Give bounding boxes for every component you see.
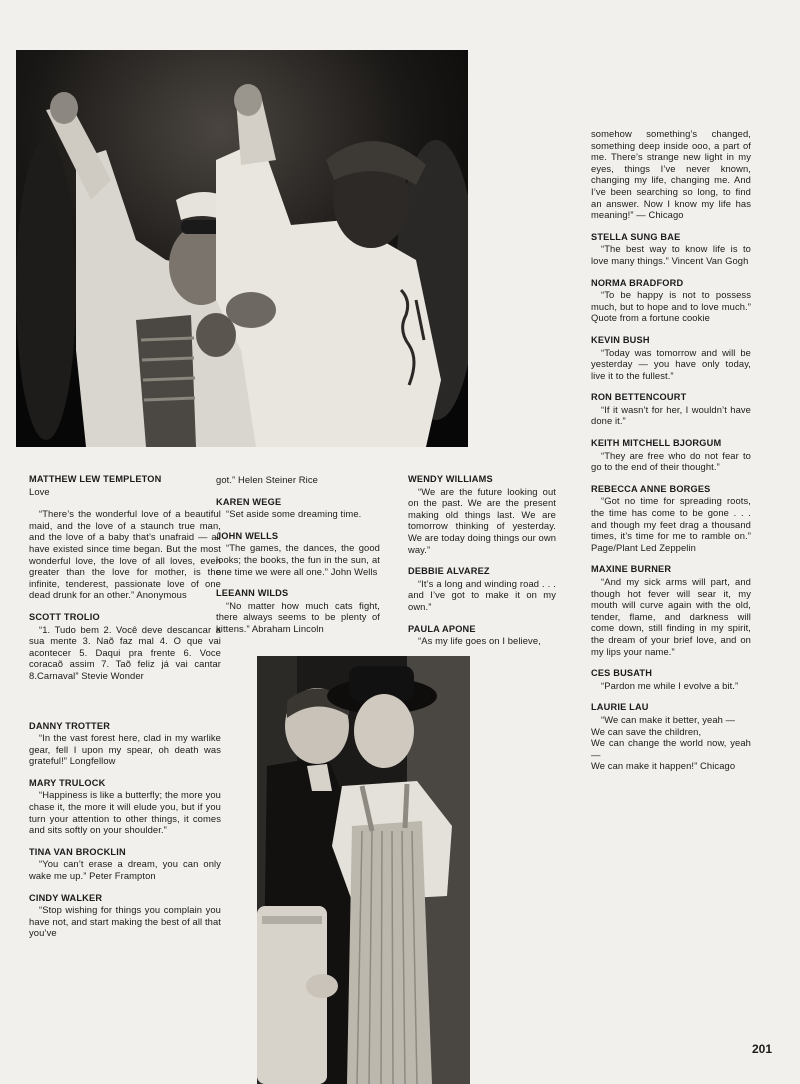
entry-matthew-lew-templeton [29,474,221,601]
entry-name: RON BETTENCOURT [591,392,687,403]
entry-danny-trotter [29,721,221,767]
entry-tina-van-brocklin [29,847,221,882]
entry-rebecca-anne-borges [591,484,751,554]
entry-quote: “In the vast forest here, clad in my warlike gear, fell I upon my spear, oh death was grateful!” Longfellow [29,732,221,767]
entry-quote: “Pardon me while I evolve a bit.” [601,679,739,691]
text-column-4 [591,128,751,783]
entry-quote: “The best way to know life is to love many things.” Vincent Van Gogh [591,243,751,266]
entry-quote: “Set aside some dreaming time. [226,508,362,520]
entry-quote: “If it wasn’t for her, I wouldn’t have done it.” [591,403,751,427]
entry-name: MARY TRULOCK [29,777,106,788]
entry-name: SCOTT TROLIO [29,611,100,622]
entry-quote: “The games, the dances, the good looks; the books, the fun in the sun, at one time we were all one.” John Wells [216,542,380,577]
entry-name: KEVIN BUSH [591,334,650,345]
entry-karen-wege [216,497,380,520]
entry-quote: “Happiness is like a butterfly; the more you chase it, the more it will elude you, but if you turn your attention to other things, it comes and sits softly on your shoulder.” [29,789,221,836]
entry-ron-bettencourt [591,392,751,427]
entry-debbie-alvarez [408,566,556,612]
entry-paula-apone [408,624,556,647]
entry-quote: “To be happy is not to possess much, but to hope and to love much.” Quote from a fortune cookie [591,289,751,324]
entry-mary-trulock [29,778,221,836]
entry-quote: “They are free who do not fear to go to the end of their thought.” [591,449,751,473]
entry-name: JOHN WELLS [216,530,279,541]
entry-subtitle: Love [29,485,50,497]
entry-quote: “And my sick arms will part, and though hot fever will sear it, my mouth will curve again with the old, tender, flame, and darkness will come down, still finding in my spirit, the dream of your brief love, and on my lips your name.” [591,576,751,657]
entry-name: STELLA SUNG BAE [591,231,681,242]
entry-cindy-walker [29,893,221,939]
entry-maxine-burner [591,564,751,657]
entry-laurie-lau [591,702,751,772]
entry-quote: “We are the future looking out on the past. We are the present making old things last. We are tomorrow thinking of yesterday. We are today doing things our own way.” [408,485,557,555]
entry-name: MAXINE BURNER [591,564,672,575]
continued-quote: got.” Helen Steiner Rice [216,474,318,485]
top-photograph [16,50,468,447]
entry-quote: “Stop wishing for things you complain you have not, and start making the best of all that you’ve [29,904,221,939]
entry-norma-bradford [591,278,751,324]
entry-name: NORMA BRADFORD [591,277,684,288]
entry-kevin-bush [591,335,751,381]
entry-quote: “Got no time for spreading roots, the time has come to be gone . . . and though my feet drag a thousand times, it’s time for me to ramble on.” Page/Plant Led Zeppelin [591,495,751,553]
text-column-2 [216,474,380,646]
entry-john-wells [216,531,380,577]
entry-name: WENDY WILLIAMS [408,474,493,484]
entry-quote: “There’s the wonderful love of a beautiful maid, and the love of a staunch true man, and the love of a baby that’s unafraid — all have existed since time began. But the most wonderful love, the love of all loves, even greater than the love for mother, is the infinite, tenderest, passionate love of one dead drunk for an other.” Anonymous [29,508,221,601]
entry-name: TINA VAN BROCKLIN [29,846,126,857]
continued-quote: somehow something’s changed, something deep inside ooo, a part of me. There’s strange new light in my eyes, things I’ve never known, changing my life, changing me. And I’ve been searching so long, to find an answer. Now I know my life has meaning!” — Chicago [591,128,751,221]
entry-keith-mitchell-bjorgum [591,438,751,473]
text-column-1 [29,474,221,950]
entry-quote: “You can’t erase a dream, you can only wake me up.” Peter Frampton [29,858,221,882]
entry-name: PAULA APONE [408,623,476,634]
entry-name: CES BUSATH [591,668,653,679]
entry-name: KEITH MITCHELL BJORGUM [591,438,722,449]
entry-quote: “It’s a long and winding road . . . and I’ve got to make it on my own.” [408,577,556,612]
entry-name: LEEANN WILDS [216,588,289,599]
entry-quote: “Today was tomorrow and will be yesterday — you have only today, live it to the fullest.” [591,346,751,381]
entry-leeann-wilds [216,588,380,634]
entry-quote: “1. Tudo bem 2. Você deve descancar a sua mente 3. Naõ faz mal 4. O que vai acontecer 5. Daqui pra frente 6. Voce coracaõ assim 7. Taõ feliz já vai cantar 8.Carnaval” Stevie Wonder [29,623,221,681]
bottom-photograph [257,656,470,1084]
entry-ces-busath [591,668,751,691]
entry-name: DANNY TROTTER [29,720,111,731]
entry-scott-trolio [29,612,221,682]
entry-quote: “We can make it better, yeah — We can save the children, We can change the world now, yeah — We can make it happen!” Chicago [591,713,751,772]
entry-name: MATTHEW LEW TEMPLETON [29,474,162,484]
entry-name: DEBBIE ALVAREZ [408,566,490,577]
text-column-3 [408,474,556,658]
entry-stella-sung-bae [591,232,751,267]
page-number: 201 [752,1042,773,1056]
entry-wendy-williams [408,474,556,555]
entry-name: REBECCA ANNE BORGES [591,483,711,494]
entry-name: KAREN WEGE [216,496,282,507]
entry-name: CINDY WALKER [29,892,103,903]
entry-quote: “As my life goes on I believe, [418,635,541,647]
entry-quote: “No matter how much cats fight, there always seems to be plenty of kittens.” Abraham Lincoln [216,599,380,634]
entry-name: LAURIE LAU [591,702,649,713]
